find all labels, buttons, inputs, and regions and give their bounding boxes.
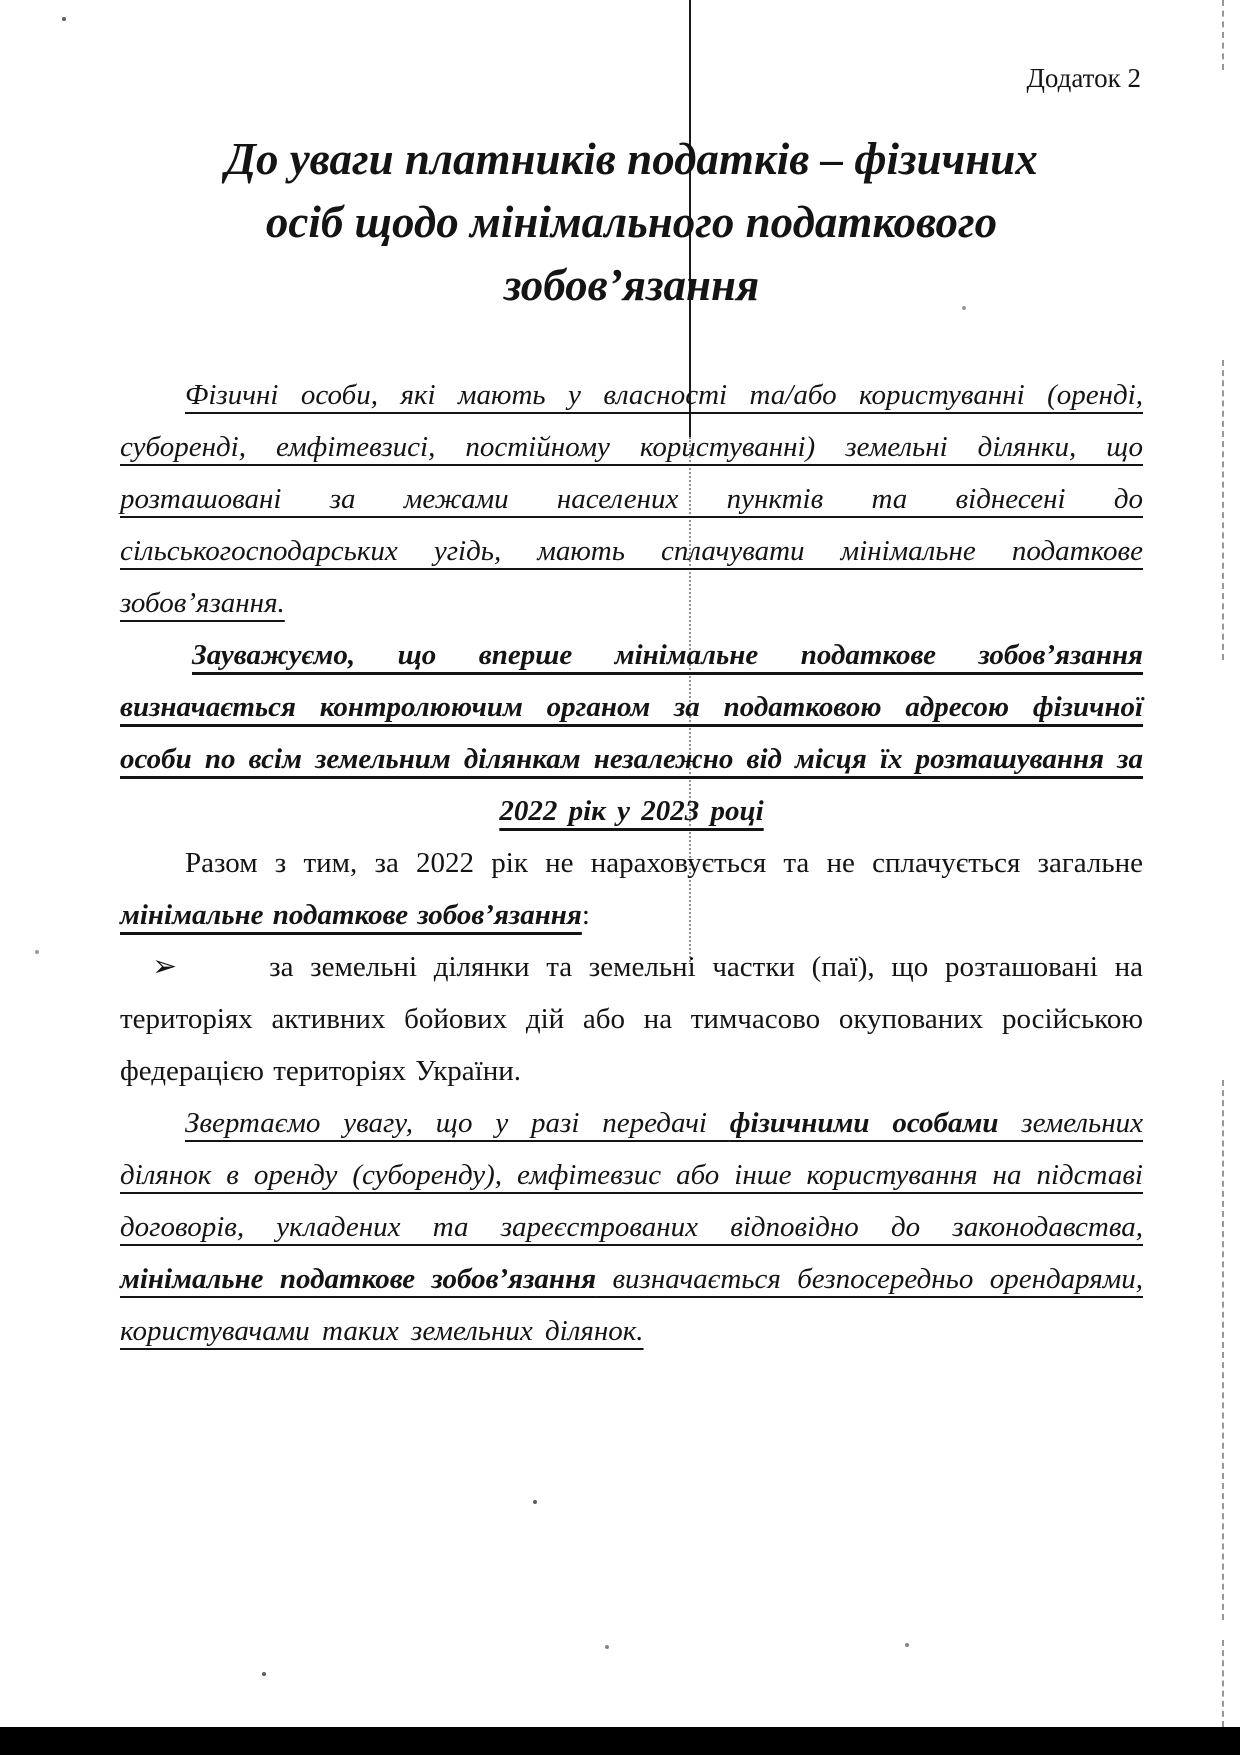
scan-noise-dot (905, 1643, 909, 1647)
document-content (120, 0, 1143, 1357)
intro-paragraph (120, 369, 1143, 629)
scan-noise-dot (262, 1672, 266, 1676)
document-title (120, 128, 1143, 317)
however-paragraph (120, 837, 1143, 941)
text-run: Фізичні особи, які мають у власності та/або користуванні (оренді, суборенді, емфітевзисі, постійному користуванні) земельні ділянки, що розташовані за межами населених пунктів та віднесені до сільськогосподарських угідь, мають сплачувати мінімальне податкове зобов’язання. (120, 379, 1143, 619)
title-line: зобов’язання (503, 260, 760, 310)
title-line: До уваги платників податків – фізичних (225, 134, 1038, 184)
scan-artifact-edge-dash (1222, 1640, 1224, 1727)
scan-artifact-edge-dash (1222, 0, 1224, 70)
text-run: Разом з тим, за 2022 рік не нараховується та не сплачується загальне (185, 847, 1143, 879)
text-run: визначається безпосередньо орендарями, користувачами таких земельних ділянок. (120, 1263, 1143, 1347)
text-run: фізичними особами (729, 1107, 999, 1139)
scan-artifact-edge-dash (1222, 1080, 1224, 1620)
scan-artifact-bottom-bar (0, 1727, 1240, 1755)
text-run: за земельні ділянки та земельні частки (паї), що розташовані на територіях активних бойових дій або на тимчасово окупованих російською федерацією територіях України. (120, 951, 1143, 1087)
text-run: мінімальне податкове зобов’язання (120, 1263, 597, 1295)
document-body (120, 369, 1143, 1357)
scan-noise-dot (35, 950, 39, 954)
bullet-item (120, 941, 1143, 1097)
attention-paragraph (120, 1097, 1143, 1357)
scan-noise-dot (605, 1645, 609, 1649)
text-run: Зауважуємо, що вперше мінімальне податкове зобов’язання визначається контролюючим органом за податковою адресою фізичної особи по всім земельним ділянкам незалежно від місця їх розташування за 2022 рік у 2023 році (120, 639, 1143, 827)
annex-label: Додаток 2 (1026, 63, 1141, 93)
text-run: : (581, 899, 590, 931)
title-line: осіб щодо мінімального податкового (265, 197, 998, 247)
text-run: мінімальне податкове зобов’язання (120, 899, 582, 931)
scan-noise-dot (62, 17, 66, 21)
scan-artifact-edge-dash (1222, 360, 1224, 660)
arrow-bullet-icon: ➢ (152, 949, 178, 984)
notice-paragraph (120, 629, 1143, 837)
scan-noise-dot (962, 306, 966, 310)
text-run: земельних ділянок в оренду (суборенду), емфітевзис або інше користування на підставі договорів, укладених та зареєстрованих відповідно до законодавства, (120, 1107, 1143, 1243)
scan-noise-dot (533, 1500, 537, 1504)
text-run: Звертаємо увагу, що у разі передачі (185, 1107, 730, 1139)
